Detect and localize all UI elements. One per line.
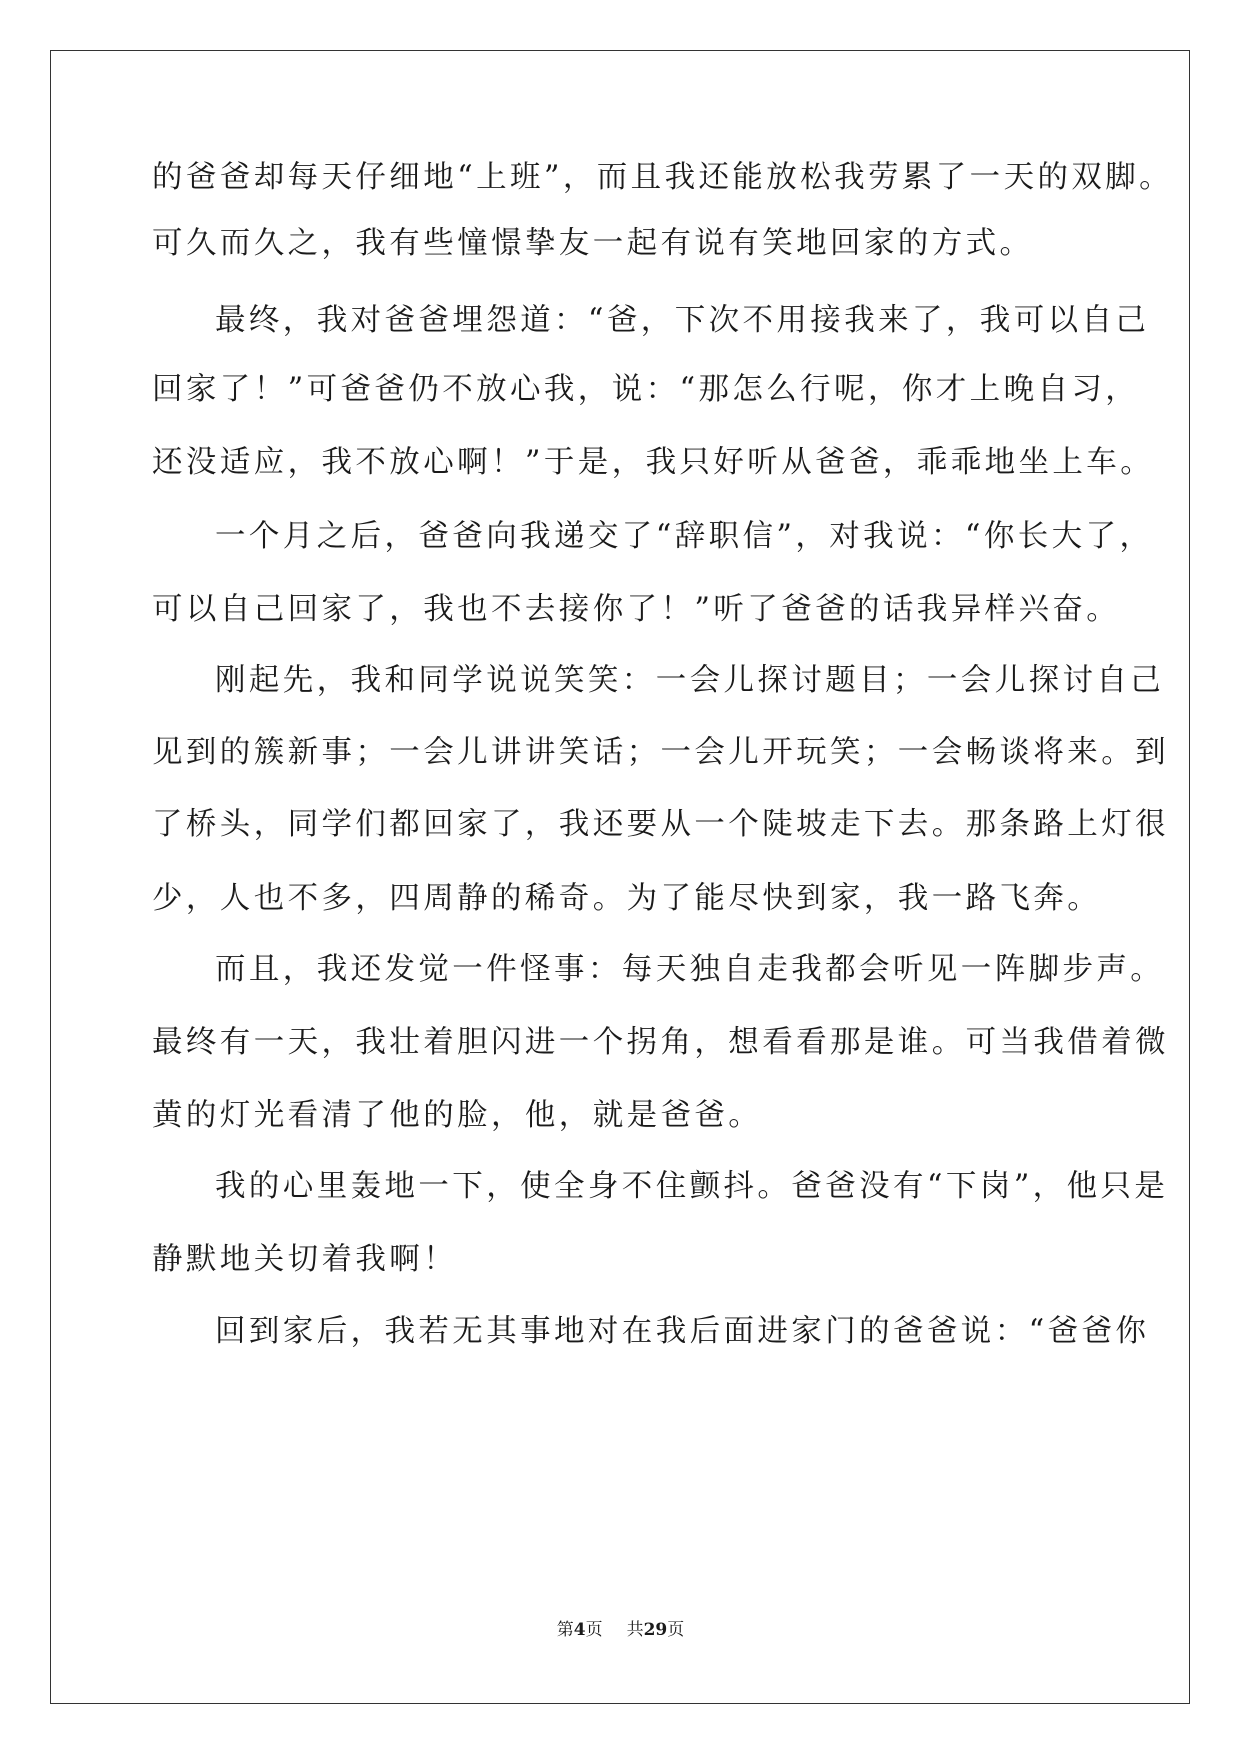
text-line: 少，人也不多，四周静的稀奇。为了能尽快到家，我一路飞奔。 (152, 881, 1102, 916)
paragraph-start-line: 最终，我对爸爸埋怨道：“爸，下次不用接我来了，我可以自己 (215, 303, 1150, 338)
page-border (50, 50, 1190, 1704)
page-footer (0, 1615, 1241, 1640)
text-line: 还没适应，我不放心啊！”于是，我只好听从爸爸，乖乖地坐上车。 (152, 445, 1155, 480)
total-prefix: 共 (626, 1620, 644, 1640)
paragraph-start-line: 我的心里轰地一下，使全身不住颤抖。爸爸没有“下岗”，他只是 (215, 1169, 1169, 1204)
paragraph-start-line: 刚起先，我和同学说说笑笑：一会儿探讨题目；一会儿探讨自己 (215, 663, 1165, 698)
page-suffix: 页 (585, 1620, 603, 1640)
total-page-count: 29 (643, 1620, 668, 1640)
paragraph-start-line: 一个月之后，爸爸向我递交了“辞职信”，对我说：“你长大了， (215, 519, 1154, 554)
text-line: 了桥头，同学们都回家了，我还要从一个陡坡走下去。那条路上灯很 (152, 807, 1169, 842)
text-line: 静默地关切着我啊！ (152, 1242, 458, 1277)
text-line: 可久而久之，我有些憧憬挚友一起有说有笑地回家的方式。 (152, 226, 1034, 261)
current-page-number: 4 (573, 1620, 586, 1640)
text-line: 可以自己回家了，我也不去接你了！”听了爸爸的话我异样兴奋。 (152, 592, 1121, 627)
total-suffix: 页 (667, 1620, 685, 1640)
page-prefix: 第 (556, 1620, 574, 1640)
paragraph-start-line: 而且，我还发觉一件怪事：每天独自走我都会听见一阵脚步声。 (215, 952, 1165, 987)
text-line: 最终有一天，我壮着胆闪进一个拐角，想看看那是谁。可当我借着微 (152, 1025, 1169, 1060)
text-line: 的爸爸却每天仔细地“上班”，而且我还能放松我劳累了一天的双脚。 (152, 160, 1174, 195)
text-line: 见到的簇新事；一会儿讲讲笑话；一会儿开玩笑；一会畅谈将来。到 (152, 735, 1169, 770)
paragraph-start-line: 回到家后，我若无其事地对在我后面进家门的爸爸说：“爸爸你 (215, 1314, 1150, 1349)
text-line: 回家了！”可爸爸仍不放心我，说：“那怎么行呢，你才上晚自习， (152, 372, 1140, 407)
text-line: 黄的灯光看清了他的脸，他，就是爸爸。 (152, 1098, 763, 1133)
